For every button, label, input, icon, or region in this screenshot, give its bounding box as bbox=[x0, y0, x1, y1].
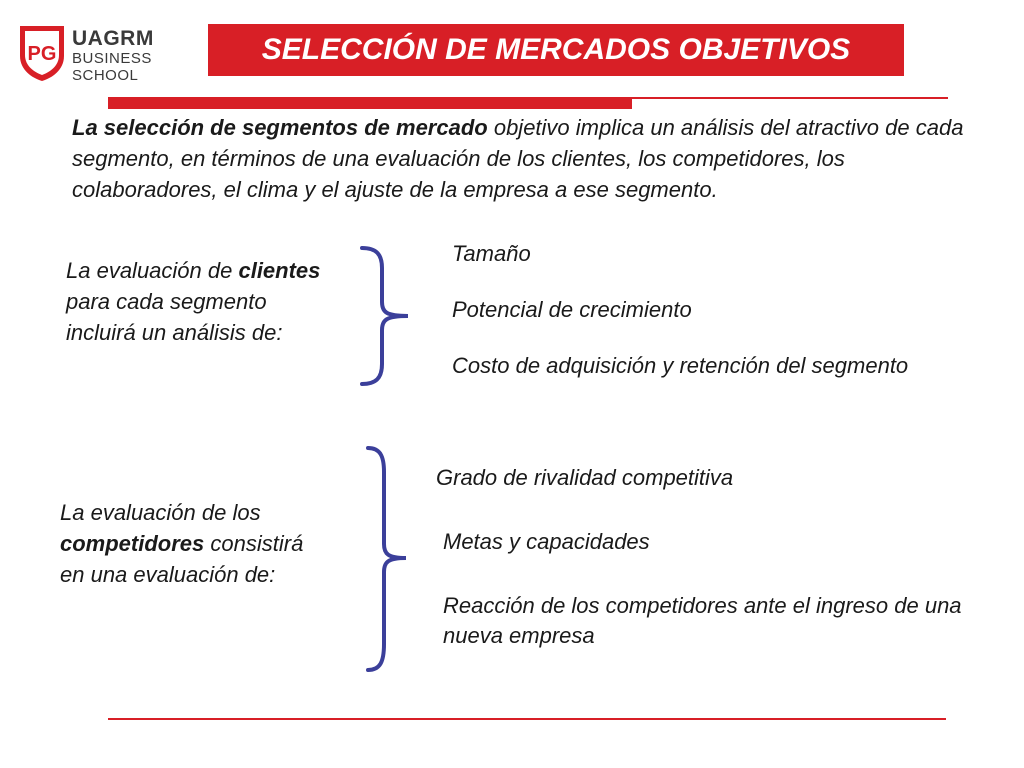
intro-paragraph bbox=[72, 112, 972, 205]
competitors-item-rivalry: Grado de rivalidad competitiva bbox=[436, 465, 734, 490]
clients-evaluation-text bbox=[66, 255, 326, 348]
clients-item-cost: Costo de adquisición y retención del segmento bbox=[452, 353, 909, 378]
clients-pre: La evaluación de bbox=[66, 258, 239, 283]
competitors-item-reaction: Reacción de los competidores ante el ingreso de una nueva empresa bbox=[443, 593, 962, 648]
intro-bold: La selección de segmentos de mercado bbox=[72, 115, 488, 140]
logo-line-2: BUSINESS bbox=[72, 50, 152, 67]
competitors-post: consistirá en una evaluación de: bbox=[60, 531, 304, 587]
pg-shield-icon bbox=[16, 22, 68, 82]
logo-wordmark bbox=[72, 28, 154, 83]
clients-item-growth: Potencial de crecimiento bbox=[452, 297, 692, 322]
competitors-item-goals: Metas y capacidades bbox=[443, 529, 650, 554]
logo-line-3: SCHOOL bbox=[72, 67, 139, 84]
intro-rest: objetivo implica un análisis del atractivo de cada segmento, en términos de una evaluación de los clientes, los competidores, los colaboradores, el clima y el ajuste de la empresa a ese segmento. bbox=[72, 115, 964, 202]
right-curly-brace-icon bbox=[362, 444, 422, 676]
competitors-evaluation-text bbox=[60, 497, 320, 590]
header-thin-line bbox=[632, 97, 948, 99]
clients-bold: clientes bbox=[238, 258, 321, 283]
logo-mark: PG bbox=[27, 43, 57, 65]
clients-item-size: Tamaño bbox=[452, 241, 531, 266]
competitors-bold: competidores bbox=[60, 531, 205, 556]
slide-title: SELECCIÓN DE MERCADOS OBJETIVOS bbox=[208, 24, 904, 76]
right-curly-brace-icon bbox=[356, 244, 416, 390]
logo-line-1: UAGRM bbox=[72, 27, 154, 50]
footer-thin-line bbox=[108, 718, 946, 720]
competitors-pre: La evaluación de los bbox=[60, 500, 261, 525]
clients-post: para cada segmento incluirá un análisis de: bbox=[66, 289, 283, 345]
header-red-bar bbox=[108, 97, 632, 109]
